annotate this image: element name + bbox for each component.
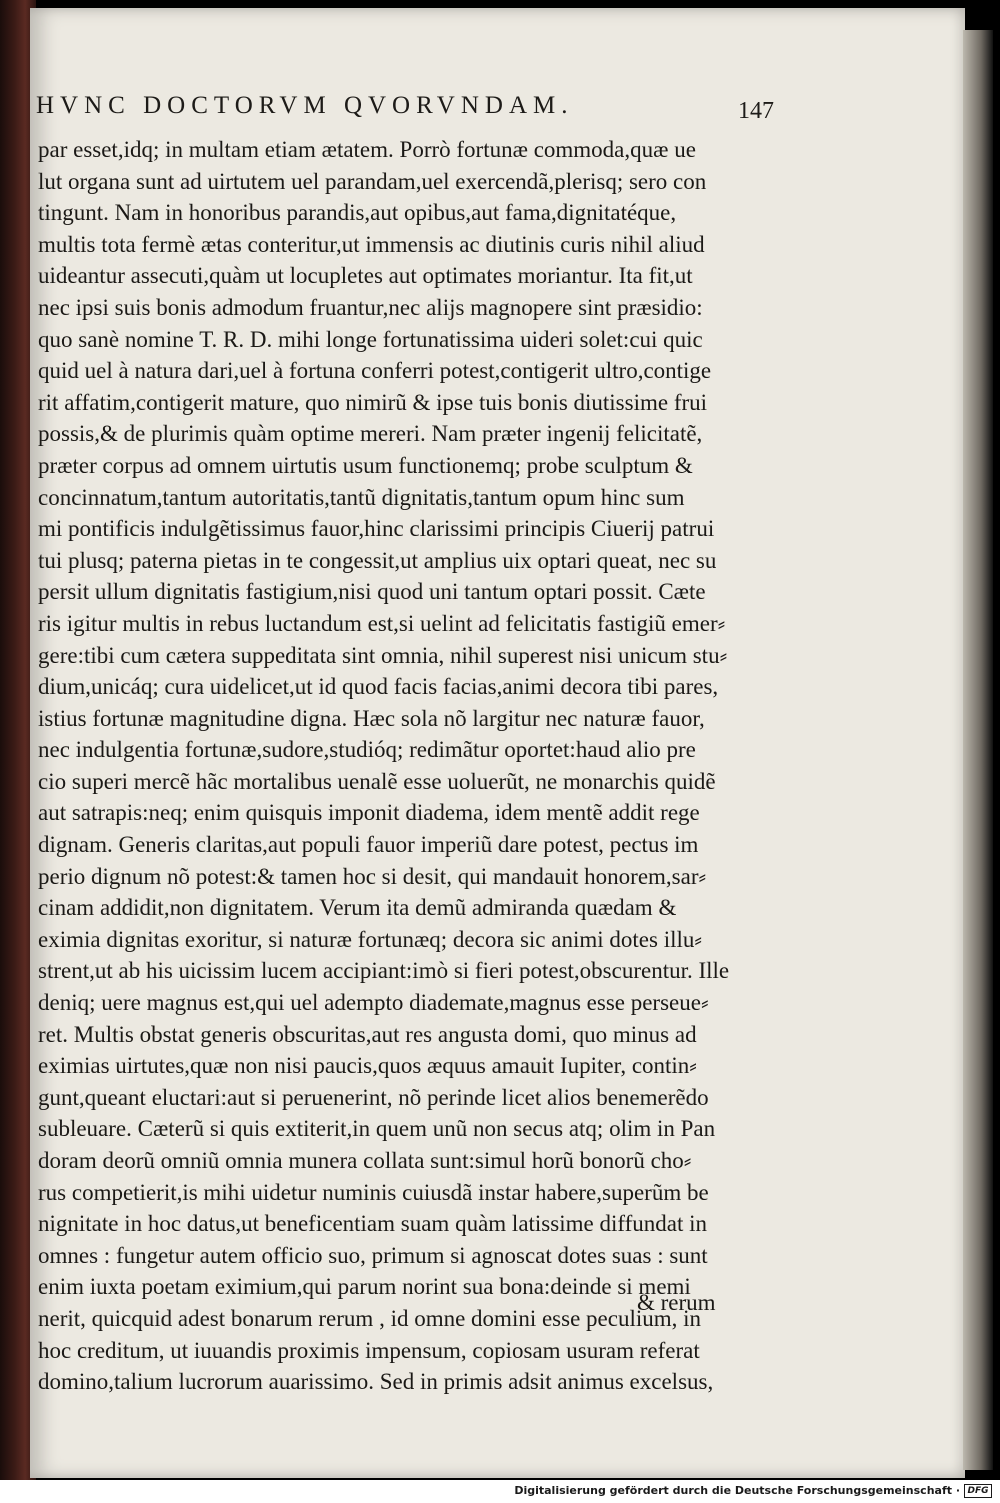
text-line: nignitate in hoc datus,ut beneficentiam suam quàm latissime diffundat in [38,1211,707,1237]
text-line: tui plusq; paterna pietas in te congessit,ut amplius uix optari queat, nec su [38,547,717,573]
footer-bar [0,1480,1000,1503]
text-line: omnes : fungetur autem officio suo, primum si agnoscat dotes suas : sunt [38,1242,708,1268]
text-line: ret. Multis obstat generis obscuritas,aut res angusta domi, quo minus ad [38,1021,697,1047]
text-line: par esset,idq; in multam etiam ætatem. Porrò fortunæ commoda,quæ ue [38,137,696,162]
text-line: possis,& de plurimis quàm optime mereri. Nam præter ingenij felicitatẽ, [38,421,703,447]
text-line: mi pontificis indulgẽtissimus fauor,hinc clarissimi principis Ciuerij patrui [38,516,715,542]
text-line: tingunt. Nam in honoribus parandis,aut opibus,aut fama,dignitatéque, [38,200,677,226]
text-line: uideantur assecuti,quàm ut locupletes aut optimates moriantur. Ita fit,ut [38,263,693,289]
text-line: deniq; uere magnus est,qui uel adempto diademate,magnus esse perseue⸗ [38,990,709,1016]
text-line: præter corpus ad omnem uirtutis usum functionemq; probe sculptum & [38,452,693,478]
dfg-logo: DFG [964,1484,992,1498]
text-line: dium,unicáq; cura uidelicet,ut id quod facis facias,animi decora tibi pares, [38,674,719,700]
text-line: quo sanè nomine T. R. D. mihi longe fortunatissima uideri solet:cui quic [38,326,703,352]
text-line: eximias uirtutes,quæ non nisi paucis,quos æquus amauit Iupiter, contin⸗ [38,1053,697,1079]
running-head: HVNC DOCTORVM QVORVNDAM. [36,92,574,119]
text-line: persit ullum dignitatis fastigium,nisi quod uni tantum optari possit. Cæte [38,579,706,605]
text-line: concinnatum,tantum autoritatis,tantũ dignitatis,tantum opum hinc sum [38,484,685,510]
text-line: domino,talium lucrorum auarissimo. Sed in primis adsit animus excelsus, [38,1369,714,1395]
text-line: nec indulgentia fortunæ,sudore,studióq; redimãtur oportet:haud alio pre [38,737,696,763]
page-fore-edge [963,30,993,1470]
text-line: nec ipsi suis bonis admodum fruantur,nec alijs magnopere sint præsidio: [38,294,703,320]
text-line: perio dignum nõ potest:& tamen hoc si desit, qui mandauit honorem,sar⸗ [38,863,707,889]
text-line: eximia dignitas exoritur, si naturæ fortunæq; decora sic animi dotes illu⸗ [38,926,703,952]
text-line: ris igitur multis in rebus luctandum est,si uelint ad felicitatis fastigiũ emer⸗ [38,610,726,636]
text-line: multis tota fermè ætas conteritur,ut immensis ac diutinis curis nihil aliud [38,231,705,257]
text-line: cinam addidit,non dignitatem. Verum ita demũ admiranda quædam & [38,895,677,921]
text-line: quid uel à natura dari,uel à fortuna conferri potest,contigerit ultro,contige [38,358,712,384]
page-number: 147 [738,98,774,124]
text-line: lut organa sunt ad uirtutem uel parandam,uel exercendã,plerisq; sero con [38,168,707,194]
catchword: & rerum [637,1290,716,1315]
body-text [38,134,738,1398]
text-line: cio superi mercẽ hãc mortalibus uenalẽ esse uoluerũt, ne monarchis quidẽ [38,768,716,794]
text-line: subleuare. Cæterũ si quis extiterit,in quem unũ non secus atq; olim in Pan [38,1116,716,1142]
text-line: gunt,queant eluctari:aut si peruenerint, nõ perinde licet alios benemerẽdo [38,1084,709,1110]
text-line: doram deorũ omniũ omnia munera collata sunt:simul horũ bonorũ cho⸗ [38,1148,692,1173]
text-line: strent,ut ab his uicissim lucem accipiant:imò si fieri potest,obscurentur. Ille [38,958,730,984]
text-line: istius fortunæ magnitudine digna. Hæc sola nõ largitur nec naturæ fauor, [38,705,705,731]
text-line: rus competierit,is mihi uidetur numinis cuiusdã instar habere,superũm be [38,1179,709,1205]
text-line: nerit, quicquid adest bonarum rerum , id omne domini esse peculium, in [38,1305,702,1331]
funding-credit: Digitalisierung gefördert durch die Deutsche Forschungsgemeinschaft · [514,1484,960,1497]
text-line: hoc creditum, ut iuuandis proximis impensum, copiosam usuram referat [38,1337,700,1363]
text-line: enim iuxta poetam eximium,qui parum norint sua bona:deinde si memi [38,1274,691,1300]
text-line: gere:tibi cum cætera suppeditata sint omnia, nihil superest nisi unicum stu⸗ [38,642,728,668]
text-line: rit affatim,contigerit mature, quo nimirũ & ipse tuis bonis diutissime frui [38,389,708,415]
text-line: aut satrapis:neq; enim quisquis imponit diadema, idem mentẽ addit rege [38,800,700,826]
text-line: dignam. Generis claritas,aut populi fauor imperiũ dare potest, pectus im [38,832,699,858]
